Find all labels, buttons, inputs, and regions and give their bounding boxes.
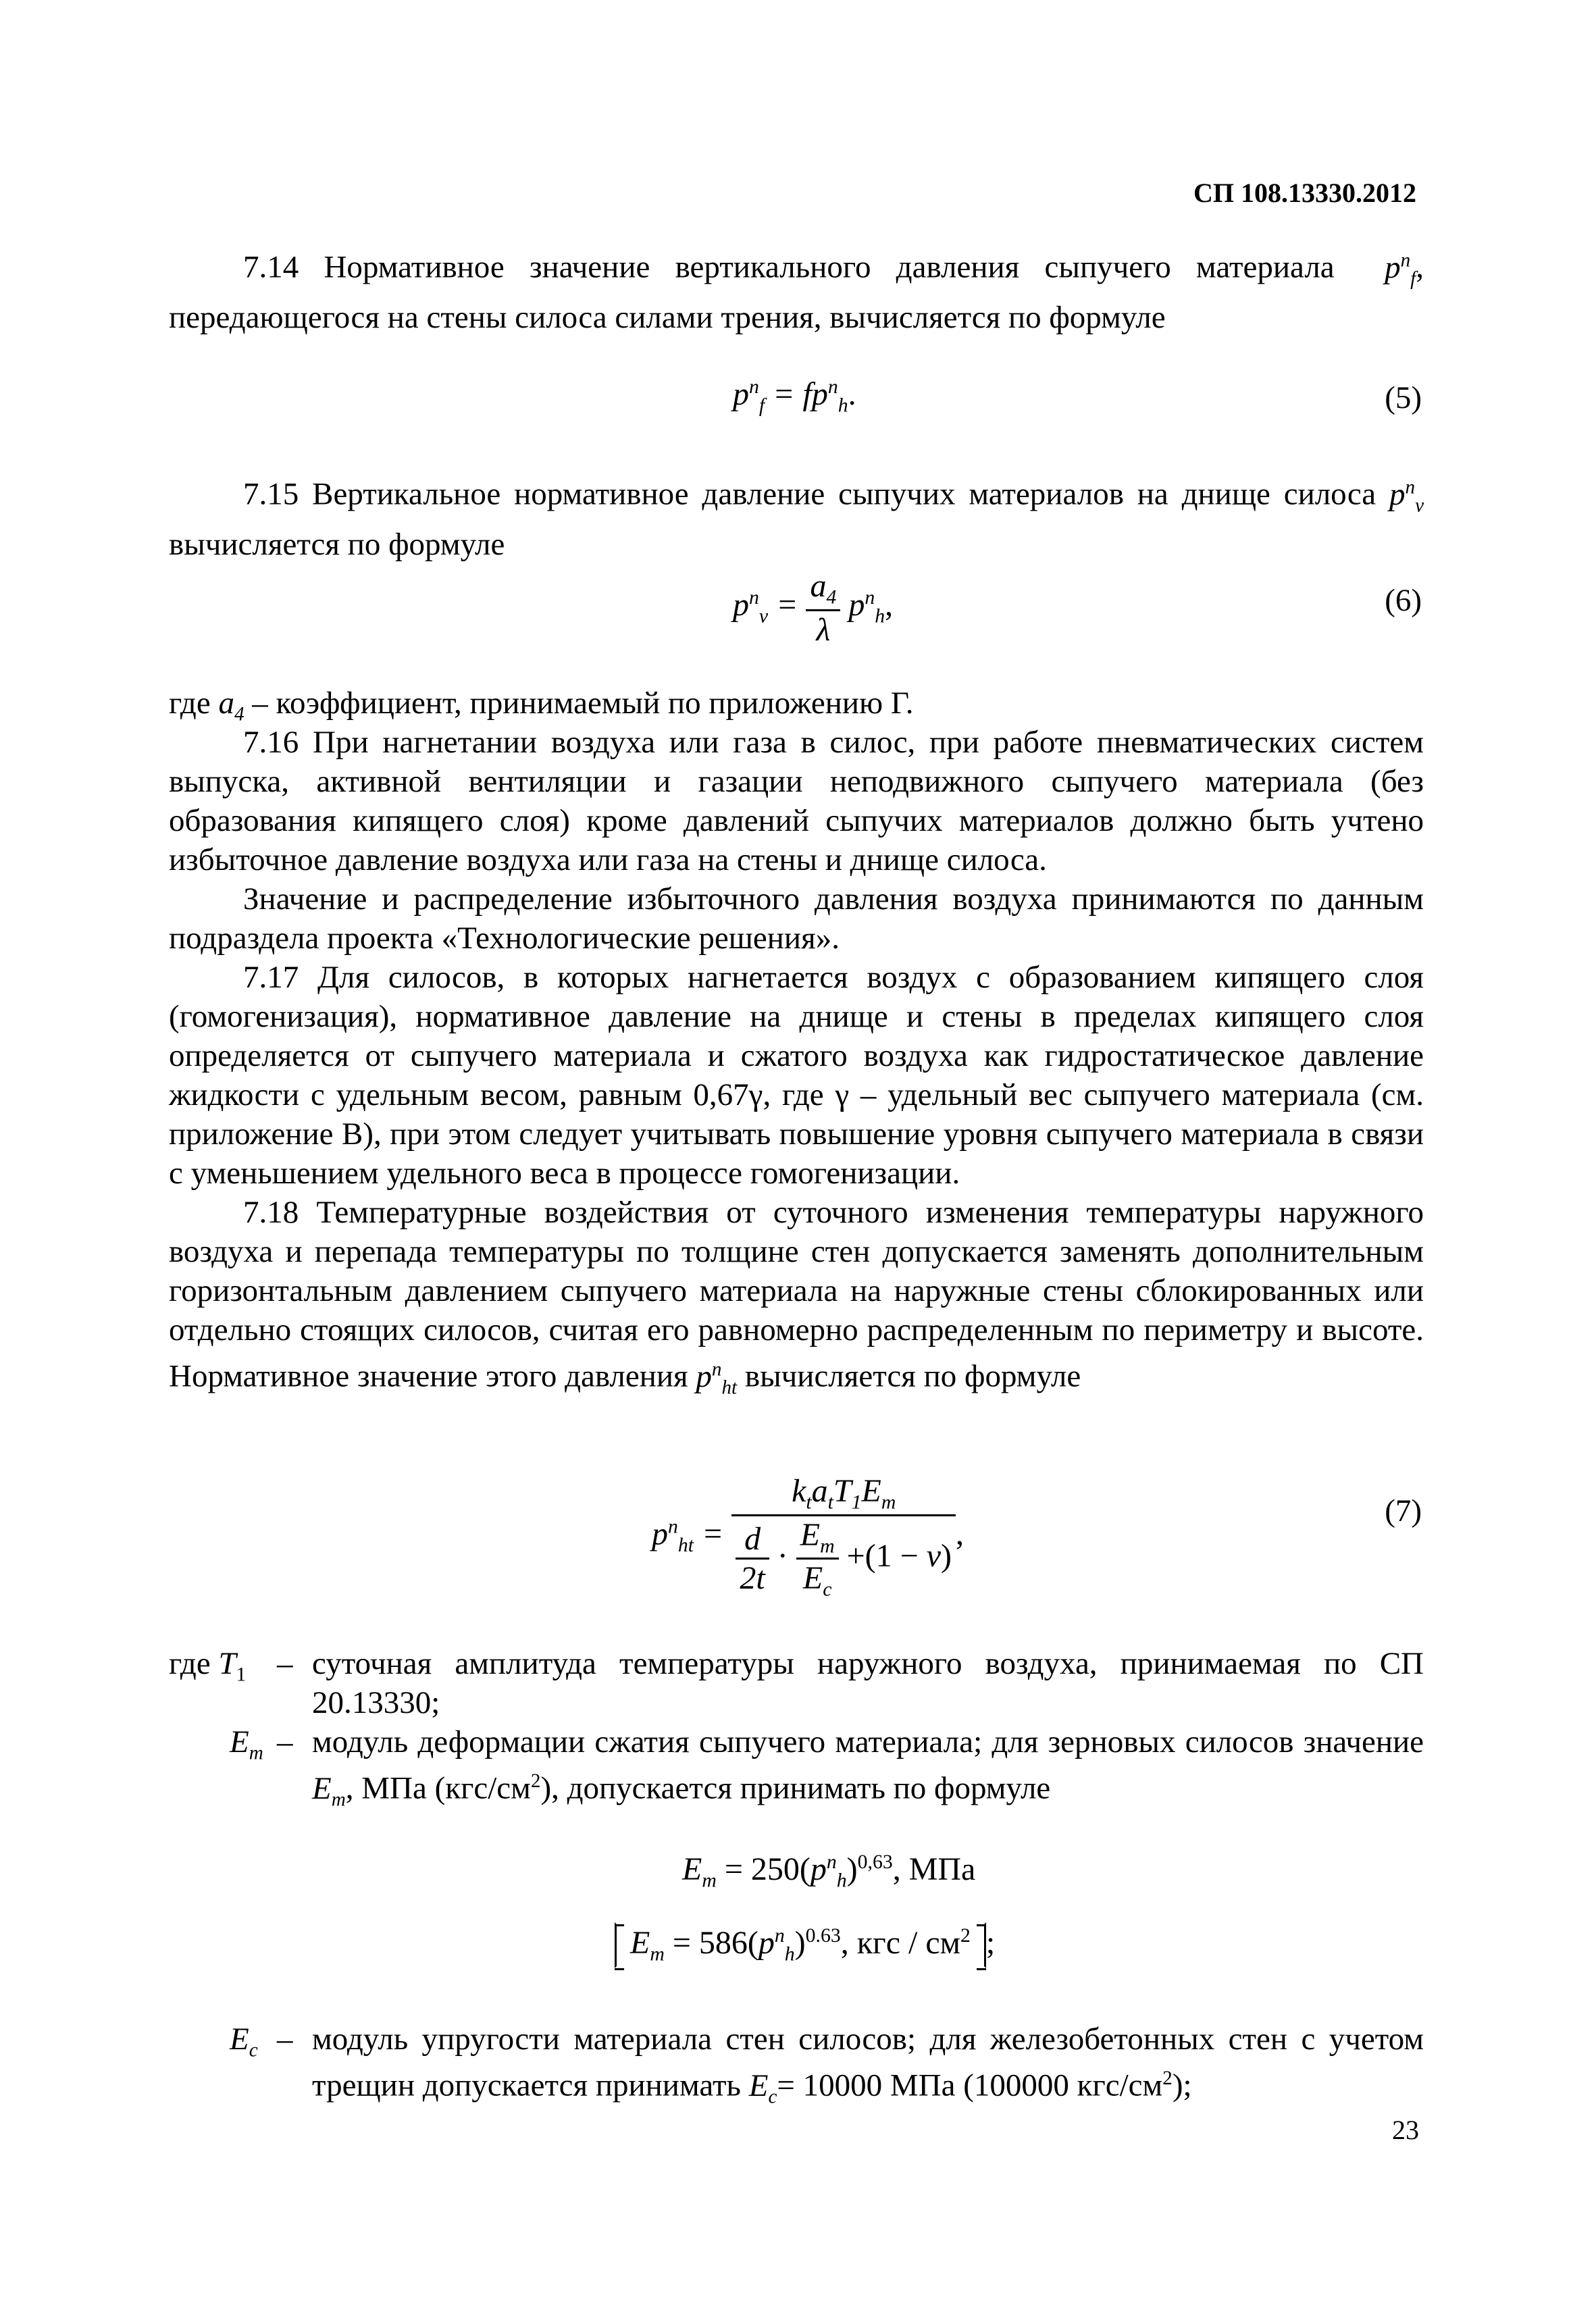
formula-6: $p^n_v$ = $\frac{a_4}{\lambda}$ $p^n_h$, bbox=[733, 568, 894, 648]
paragraph-7-18-tail: вычисляется по формуле bbox=[744, 1358, 1081, 1394]
formula-7-number: (7) bbox=[1385, 1493, 1422, 1528]
formula-Em-kgs: $E_m = 586(p^n_h)^{0.63}$, кгс / $см^2$ ; bbox=[615, 1922, 995, 1968]
formula-Em-mpa: $E_m = 250(p^n_h)^{0,63}$, МПа bbox=[682, 1851, 976, 1892]
paragraph-7-16-continued: Значение и распределение избыточного давления воздуха принимаются по данным подраздела проекта «Технологические решения». bbox=[169, 881, 1424, 956]
fraction-d-2t: $\frac{d}{2t}$ bbox=[736, 1520, 769, 1597]
definition-Em: $E_m$ – модуль деформации сжатия сыпучего материала; для зерновых силосов значение $E_m$, МПа $(кгс/см^2)$, допускается принимать по формуле bbox=[169, 1722, 1424, 1819]
where-word: где bbox=[169, 686, 211, 721]
formula-5-number: (5) bbox=[1385, 380, 1422, 415]
symbol-Em: $E_m$ bbox=[230, 1724, 263, 1764]
formula-6-number: (6) bbox=[1385, 583, 1422, 618]
paragraph-7-14-tail: передающегося на стены силоса силами трения, вычисляется по формуле bbox=[169, 300, 1166, 336]
fraction-em-ec: $\frac{E_m}{E_c}$ bbox=[796, 1516, 839, 1601]
symbol-T1: где $T_1$ bbox=[169, 1646, 247, 1686]
fraction-a4-lambda: $\frac{a_4}{\lambda}$ bbox=[806, 567, 840, 648]
paragraph-7-14-text: 7.14 Нормативное значение вертикального давления сыпучего материала bbox=[243, 249, 1335, 285]
paragraph-7-15-text: 7.15 Вертикальное нормативное давление сыпучих материалов на днище силоса bbox=[243, 476, 1376, 512]
paragraph-7-15 bbox=[169, 467, 1424, 564]
definitions-list-continued bbox=[169, 2020, 1424, 2116]
paragraph-7-18-text: 7.18 Температурные воздействия от суточного изменения температуры наружного воздуха и перепада температуры по толщине стен допускается заменять дополнительным горизонтальным давлением сыпучего материала на наружные стены сблокированных или отдельно стоящих силосов, считая его равномерно распределенным по периметру и высоте. Нормативное значение этого давления bbox=[169, 1195, 1424, 1394]
paragraph-7-15-tail: вычисляется по формуле bbox=[169, 527, 505, 563]
formula-5: $p^n_f = fp^n_h$. bbox=[733, 376, 856, 417]
definition-a4-text: коэффициент, принимаемый по приложению Г. bbox=[276, 686, 914, 721]
paragraph-7-14: 7.14 Нормативное значение вертикального давления сыпучего материала $p^n_f$, передающегося на стены силоса силами трения, вычисляется по формуле bbox=[169, 249, 1424, 336]
definition-T1: где $T_1$ – суточная амплитуда температуры наружного воздуха, принимаемая по СП 20.13330; bbox=[169, 1644, 1424, 1722]
square-bracket: $E_m = 586(p^n_h)^{0.63}$, кгс / $см^2$ bbox=[615, 1922, 986, 1968]
symbol-pv-n: $p^n_v$ bbox=[1389, 476, 1424, 517]
symbol-pht-n: $p^n_{ht}$ bbox=[696, 1358, 738, 1399]
document-code-header: СП 108.13330.2012 bbox=[1193, 178, 1416, 208]
definition-a4: где $a_4$ – коэффициент, принимаемый по приложению Г. bbox=[169, 686, 914, 725]
fraction-temperature-pressure: $k_ta_tT_1E_m$ $\frac{d}{2t}$ · $\frac{E_m}{E_c}$ +(1 − ν) bbox=[731, 1472, 956, 1601]
symbol-a4: $a_4$ bbox=[218, 686, 244, 725]
symbol-Ec: $E_c$ bbox=[230, 2022, 258, 2061]
paragraph-7-18 bbox=[169, 1193, 1424, 1407]
formula-7: $p^n_{ht}$ = $k_ta_tT_1E_m$ $\frac{d}{2t}$ · $\frac{E_m}{E_c}$ +(1 − ν) , bbox=[652, 1473, 964, 1601]
symbol-pf-n: $p^n_f$ bbox=[1359, 249, 1416, 290]
paragraph-7-17: 7.17 Для силосов, в которых нагнетается воздух с образованием кипящего слоя (гомогенизация), нормативное давление на днище и стены в пределах кипящего слоя определяется от сыпучего материала и сжатого воздуха как гидростатическое давление жидкости с удельным весом, равным 0,67γ, где γ – удельный вес сыпучего материала (см. приложение В), при этом следует учитывать повышение уровня сыпучего материала в связи с уменьшением удельного веса в процессе гомогенизации. bbox=[169, 960, 1424, 1191]
page-number: 23 bbox=[1392, 2115, 1419, 2145]
paragraph-7-16: 7.16 При нагнетании воздуха или газа в силос, при работе пневматических систем выпуска, активной вентиляции и газации неподвижного сыпучего материала (без образования кипящего слоя) кроме давлений сыпучих материалов должно быть учтено избыточное давление воздуха или газа на стены и днище силоса. bbox=[169, 725, 1424, 877]
definition-Ec: $E_c$ – модуль упругости материала стен силосов; для железобетонных стен с учетом трещин допускается принимать $E_c= 10000$ МПа (100000 кгс/$см^2$); bbox=[169, 2020, 1424, 2116]
definitions-list bbox=[169, 1644, 1424, 1819]
